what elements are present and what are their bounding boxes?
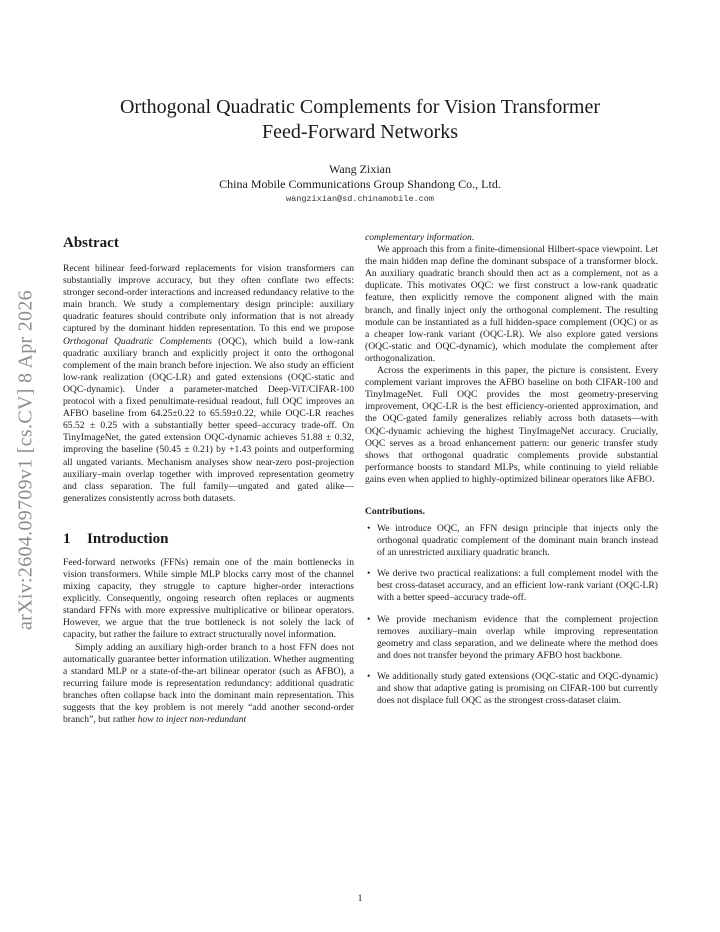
contribution-text: We derive two practical realizations: a full complement model with the best cross-dataset accuracy, and an efficient low-rank variant (OQC-LR) with a better speed–accuracy trade-off.	[377, 568, 658, 604]
contribution-item	[365, 614, 658, 662]
title-line-2: Feed-Forward Networks	[261, 121, 459, 143]
contribution-text: We provide mechanism evidence that the complement projection removes auxiliary–main overlap while improving representation geometry and class separation, and we delineate where the method does and does not transfer beyond the primary AFBO host backbone.	[377, 613, 658, 661]
page-number: 1	[357, 893, 363, 904]
intro-paragraph-4: Across the experiments in this paper, the picture is consistent. Every complement variant improves the AFBO baseline on both CIFAR-100 and TinyImageNet. Full OQC provides the most geometry-preserving improvement, OQC-LR is the best efficiency-oriented approximation, and the OQC-gated family generalizes reliably across both datasets—with OQC-dynamic achieving the highest TinyImageNet accuracy. Crucially, OQC serves as a broad enhancement pattern: our generic transfer study shows that orthogonal quadratic complements provide substantial performance boosts to standard MLPs, while continuing to yield reliable gains even when applied to highly-optimized bilinear operators like AFBO.	[365, 365, 658, 485]
arxiv-identifier-stamp: arXiv:2604.09709v1 [cs.CV] 8 Apr 2026	[14, 290, 37, 630]
abstract-body	[63, 263, 354, 505]
contribution-item	[365, 671, 658, 707]
abstract-heading: Abstract	[63, 235, 119, 251]
contribution-item	[365, 568, 658, 604]
intro-paragraph-2	[63, 642, 354, 727]
contributions-heading: Contributions.	[365, 505, 425, 517]
abstract-text-1: Recent bilinear feed-forward replacements for vision transformers can substantially improve accuracy, but they often conflate two effects: stronger second-order interactions and increased redundancy relative to the main branch. We study a complementary design principle: auxiliary quadratic features should contribute only information that is not already captured by the dominant hidden representation. To this end we propose	[63, 263, 354, 335]
author-name: Wang Zixian	[328, 162, 391, 176]
introduction-heading	[63, 529, 354, 549]
abstract-text-2: (OQC), which build a low-rank quadratic auxiliary branch and explicitly project it onto the orthogonal complement of the main branch before injection. We also study an efficient low-rank realization (OQC-LR) and gated extensions (OQC-static and OQC-dynamic). Under a parameter-matched Deep-ViT/CIFAR-100 protocol with a fixed penultimate-residual readout, full OQC improves an AFBO baseline from 64.25±0.22 to 65.59±0.22, while OQC-LR reaches 65.52 ± 0.25 with a substantially better speed–accuracy trade-off. On TinyImageNet, the gated extension OQC-dynamic achieves 51.88 ± 0.32, improving the baseline (50.45 ± 0.21) by +1.43 points and outperforming all ungated variants. Mechanism analyses show near-zero post-projection auxiliary–main overlap together with improved representation geometry and class separation. The full family—ungated and gated alike—generalizes consistently across both datasets.	[63, 335, 354, 504]
section-title: Introduction	[87, 530, 169, 547]
intro-paragraph-1: Feed-forward networks (FFNs) remain one of the main bottlenecks in vision transformers. While simple MLP blocks carry most of the channel mixing capacity, they struggle to capture higher-order interactions explicitly. Consequently, ongoing research often replaces or augments standard FFNs with more expressive multiplicative or bilinear operators. However, we argue that the true bottleneck is not solely the lack of capacity, but rather the failure to extract structurally novel information.	[63, 556, 354, 641]
bullet-marker: •	[367, 568, 371, 580]
continued-tail: .	[471, 232, 475, 243]
paper-title	[80, 95, 640, 145]
contribution-text: We additionally study gated extensions (OQC-static and OQC-dynamic) and show that adaptive gating is promising on CIFAR-100 but currently does not displace full OQC as the strongest cross-dataset claim.	[377, 670, 658, 707]
author-email[interactable]: wangzixian@sd.chinamobile.com	[286, 194, 434, 204]
author-block	[80, 162, 640, 192]
title-line-1: Orthogonal Quadratic Complements for Vision Transformer	[119, 96, 601, 118]
intro-paragraph-2-emphasis: how to inject non-redundant	[137, 714, 247, 726]
bullet-marker: •	[367, 613, 371, 625]
intro-paragraph-3: We approach this from a finite-dimensional Hilbert-space viewpoint. Let the main hidden map define the dominant subspace of a transformer block. An auxiliary quadratic branch should then act as a complement, not as a duplicate. This motivates OQC: we first construct a low-rank quadratic feature, then explicitly remove the component aligned with the main branch, and finally inject only the orthogonal complement. The resulting module can be instantiated as a full hidden-space complement (OQC) or as a cheaper low-rank variant (OQC-LR). We also explore gated versions (OQC-static and OQC-dynamic), which modulate the complement after orthogonalization.	[365, 244, 658, 364]
intro-continuation	[365, 232, 658, 244]
bullet-marker: •	[367, 522, 371, 534]
continued-emphasis: complementary information	[365, 232, 472, 243]
abstract-method-name: Orthogonal Quadratic Complements	[63, 335, 212, 347]
intro-paragraph-2-text: Simply adding an auxiliary high-order branch to a host FFN does not automatically guarantee better information utilization. Whether augmenting a standard MLP or a state-of-the-art bilinear operator (such as AFBO), a recurring failure mode is representation redundancy: additional quadratic branches often collapse back into the dominant main representation. This suggests that the key problem is not merely “add another second-order branch”, but rather	[63, 641, 354, 726]
author-affiliation: China Mobile Communications Group Shandong Co., Ltd.	[219, 177, 501, 191]
bullet-marker: •	[367, 670, 371, 682]
section-number: 1	[63, 530, 71, 547]
left-column	[63, 233, 354, 726]
contributions-list	[365, 523, 658, 707]
right-column	[365, 232, 658, 716]
contribution-text: We introduce OQC, an FFN design principle that injects only the orthogonal quadratic complement of the dominant main branch instead of an unrestricted auxiliary quadratic branch.	[377, 522, 658, 559]
contribution-item	[365, 523, 658, 559]
